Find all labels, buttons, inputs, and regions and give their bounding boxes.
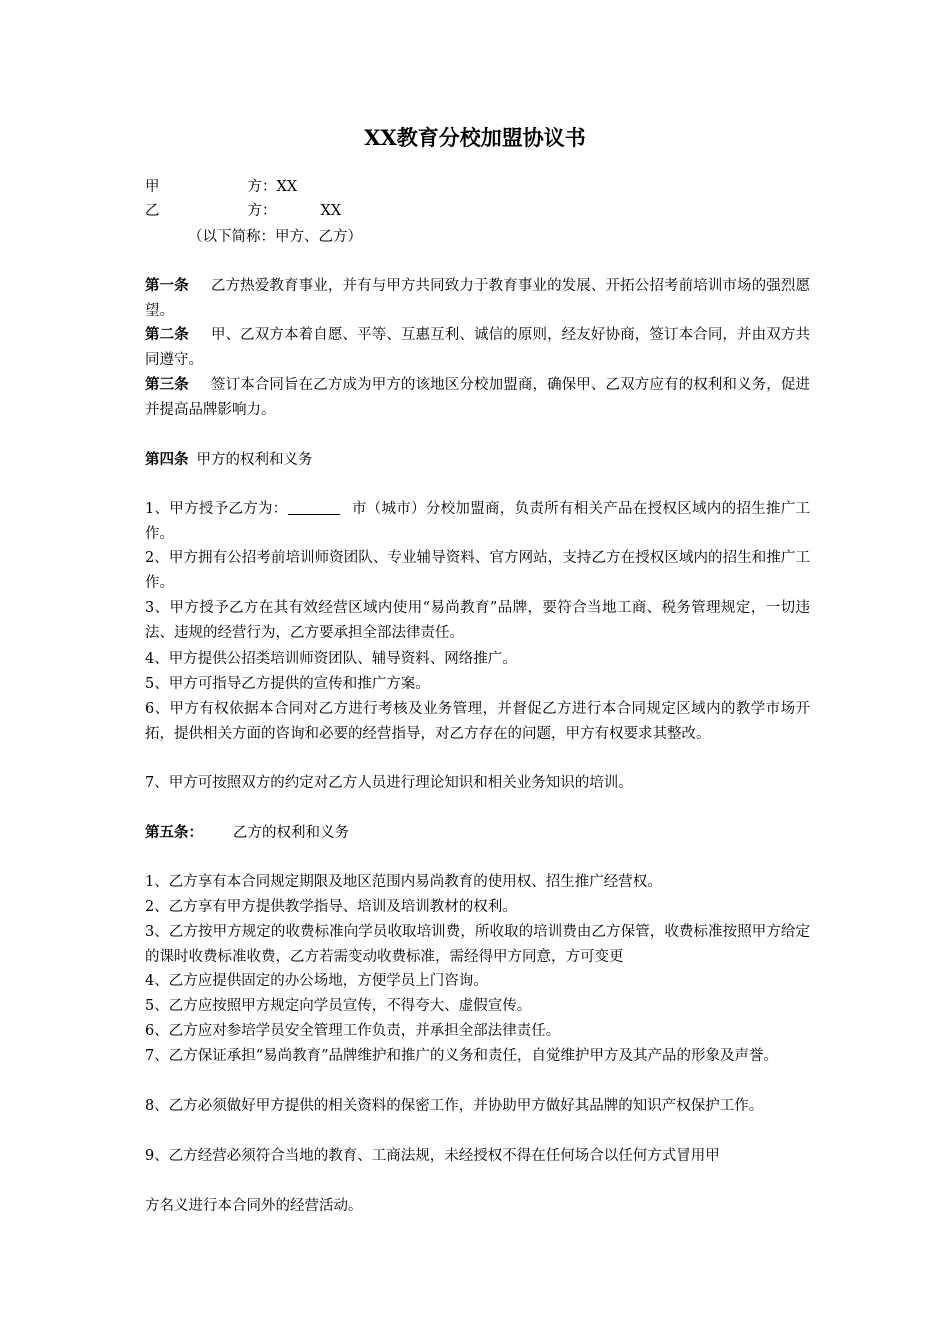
article-3-text: 签订本合同旨在乙方成为甲方的该地区分校加盟商，确保甲、乙双方应有的权利和义务，促进并提高品牌影响力。 [145,377,810,418]
article-5-item-1: 1、乙方享有本合同规定期限及地区范围内易尚教育的使用权、招生推广经营权。 [145,874,662,890]
article-4-item-2: 2、甲方拥有公招考前培训师资团队、专业辅导资料、官方网站，支持乙方在授权区域内的招生和推广工作。 [145,550,810,591]
article-5-title: 乙方的权利和义务 [233,825,349,841]
party-b-value: XX [320,203,342,219]
article-4-heading: 第四条 [145,451,189,468]
article-5-item-4: 4、乙方应提供固定的办公场地，方便学员上门咨询。 [145,973,488,989]
article-5-item-7: 7、乙方保证承担“易尚教育”品牌维护和推广的义务和责任，自觉维护甲方及其产品的形象及声誉。 [145,1048,779,1064]
article-4-title: 甲方的权利和义务 [196,452,313,468]
article-4-item-7: 7、甲方可按照双方的约定对乙方人员进行理论知识和相关业务知识的培训。 [145,775,633,791]
parties-abbreviation: （以下简称：甲方、乙方） [188,229,362,245]
article-5-header [145,821,349,845]
article-5-heading: 第五条： [145,824,203,841]
party-b-label-2: 方： [247,203,277,219]
party-a-label-1: 甲 [145,179,160,195]
article-4-item-5: 5、甲方可指导乙方提供的宣传和推广方案。 [145,676,430,692]
article-5-item-3: 3、乙方按甲方规定的收费标准向学员收取培训费，所收取的培训费由乙方保管，收费标准按照甲方给定的课时收费标准收费，乙方若需变动收费标准，需经得甲方同意，方可变更 [145,924,810,965]
article-5-item-5: 5、乙方应按照甲方规定向学员宣传，不得夸大、虚假宣传。 [145,998,532,1014]
article-5-item-2: 2、乙方享有甲方提供教学指导、培训及培训教材的权利。 [145,899,517,915]
article-5-item-9-b: 方名义进行本合同外的经营活动。 [145,1198,363,1214]
article-3-heading: 第三条 [145,376,189,393]
article-2 [145,323,810,372]
party-a-label-2: 方： [247,179,277,195]
article-2-text: 甲、乙双方本着自愿、平等、互惠互利、诚信的原则，经友好协商，签订本合同，并由双方共同遵守。 [145,327,810,368]
party-b-line [145,199,341,223]
article-4-item-6: 6、甲方有权依据本合同对乙方进行考核及业务管理，并督促乙方进行本合同规定区域内的教学市场开拓，提供相关方面的咨询和必要的经营指导，对乙方存在的问题，甲方有权要求其整改。 [145,701,810,742]
article-2-heading: 第二条 [145,326,189,343]
article-4-item-1-b: 市（城市）分校加盟商，负责所有相关产品在授权区域内的招生推广工作。 [145,501,811,542]
article-1-heading: 第一条 [145,277,189,294]
party-a-value: XX [276,179,298,195]
blank-field [288,500,340,515]
document-title: XX教育分校加盟协议书 [364,125,586,150]
article-5-item-9-a: 9、乙方经营必须符合当地的教育、工商法规，未经授权不得在任何场合以任何方式冒用甲 [145,1148,720,1164]
article-3 [145,373,810,422]
article-4-item-4: 4、甲方提供公招类培训师资团队、辅导资料、网络推广。 [145,651,517,667]
article-4-item-3: 3、甲方授予乙方在其有效经营区域内使用“易尚教育”品牌，要符合当地工商、税务管理规定，一切违法、违规的经营行为，乙方要承担全部法律责任。 [145,600,810,641]
article-5-item-8: 8、乙方必须做好甲方提供的相关资料的保密工作，并协助甲方做好其品牌的知识产权保护工作。 [145,1098,764,1114]
article-1-text: 乙方热爱教育事业，并有与甲方共同致力于教育事业的发展、开拓公招考前培训市场的强烈愿望。 [145,278,810,319]
party-a-line [145,175,297,199]
article-4-item-1 [145,497,810,546]
article-4-item-1-a: 1、甲方授予乙方为： [145,501,288,517]
article-1 [145,274,810,323]
article-4-header [145,448,313,472]
party-b-label-1: 乙 [145,203,160,219]
article-5-item-6: 6、乙方应对参培学员安全管理工作负责，并承担全部法律责任。 [145,1023,561,1039]
